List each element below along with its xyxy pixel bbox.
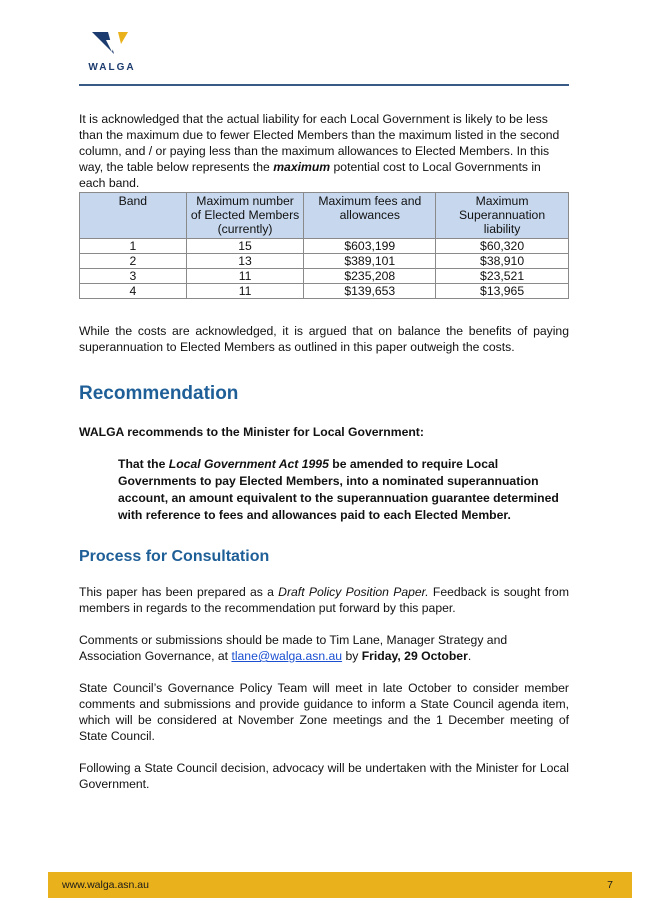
footer-url: www.walga.asn.au [62,879,149,891]
table-row [80,284,569,299]
recommendation-lead: WALGA recommends to the Minister for Local Government: [79,425,424,439]
cell-members: 11 [186,269,304,284]
header-max-super: Maximum Superannuation liability [436,193,569,239]
deadline-date: Friday, 29 October [361,649,468,663]
emphasis-maximum: maximum [273,160,331,174]
cell-band: 2 [80,254,187,269]
cell-members: 11 [186,284,304,299]
cell-super: $60,320 [436,239,569,254]
cell-members: 15 [186,239,304,254]
consultation-heading: Process for Consultation [79,548,270,565]
table-row [80,269,569,284]
table-row [80,239,569,254]
cell-fees: $139,653 [304,284,436,299]
cell-band: 1 [80,239,187,254]
recommendation-text: That the Local Government Act 1995 be amended to require Local Governments to pay Elected Members, into a nominated superannuation account, an amount equivalent to the superannuation guarantee determined with reference to fees and allowances paid to each Elected Member. [118,457,559,522]
consultation-paragraph-4: Following a State Council decision, advocacy will be undertaken with the Minister for Local Government. [79,761,569,791]
cell-fees: $603,199 [304,239,436,254]
consultation-paragraph-3: State Council’s Governance Policy Team will meet in late October to consider member comments and submissions and provide guidance to inform a State Council agenda item, which will be considered at November Zone meetings and the 1 December meeting of State Council. [79,681,569,743]
consultation-paragraph-1: This paper has been prepared as a Draft Policy Position Paper. Feedback is sought from members in regards to the recommendation put forward by this paper. [79,585,569,615]
liability-table [79,192,569,299]
costs-paragraph: While the costs are acknowledged, it is argued that on balance the benefits of paying superannuation to Elected Members as outlined in this paper outweigh the costs. [79,324,569,354]
header-divider [79,84,569,86]
header-max-fees: Maximum fees and allowances [304,193,436,239]
page-footer [48,872,632,898]
cell-fees: $389,101 [304,254,436,269]
page-number: 7 [607,879,613,891]
table-row [80,254,569,269]
cell-members: 13 [186,254,304,269]
cell-fees: $235,208 [304,269,436,284]
header-band: Band [80,193,187,239]
intro-paragraph: It is acknowledged that the actual liability for each Local Government is likely to be less than the maximum due to fewer Elected Members than the maximum listed in the second column, and / or paying less than the maximum allowances to Elected Members. In this way, the table below represents the maximum potential cost to Local Governments in each band. [79,112,560,190]
table-header-row [80,193,569,239]
logo-wordmark: WALGA [88,62,136,73]
consultation-paragraph-2: Comments or submissions should be made to Tim Lane, Manager Strategy and Association Governance, at tlane@walga.asn.au by Friday, 29 October. [79,633,508,663]
act-title: Local Government Act 1995 [168,457,329,471]
email-link[interactable]: tlane@walga.asn.au [231,649,343,663]
cell-super: $38,910 [436,254,569,269]
cell-band: 3 [80,269,187,284]
header-max-members: Maximum number of Elected Members (currently) [186,193,304,239]
cell-super: $13,965 [436,284,569,299]
cell-super: $23,521 [436,269,569,284]
cell-band: 4 [80,284,187,299]
walga-logo-icon [92,30,132,60]
walga-logo [82,30,144,76]
recommendation-heading: Recommendation [79,383,239,404]
